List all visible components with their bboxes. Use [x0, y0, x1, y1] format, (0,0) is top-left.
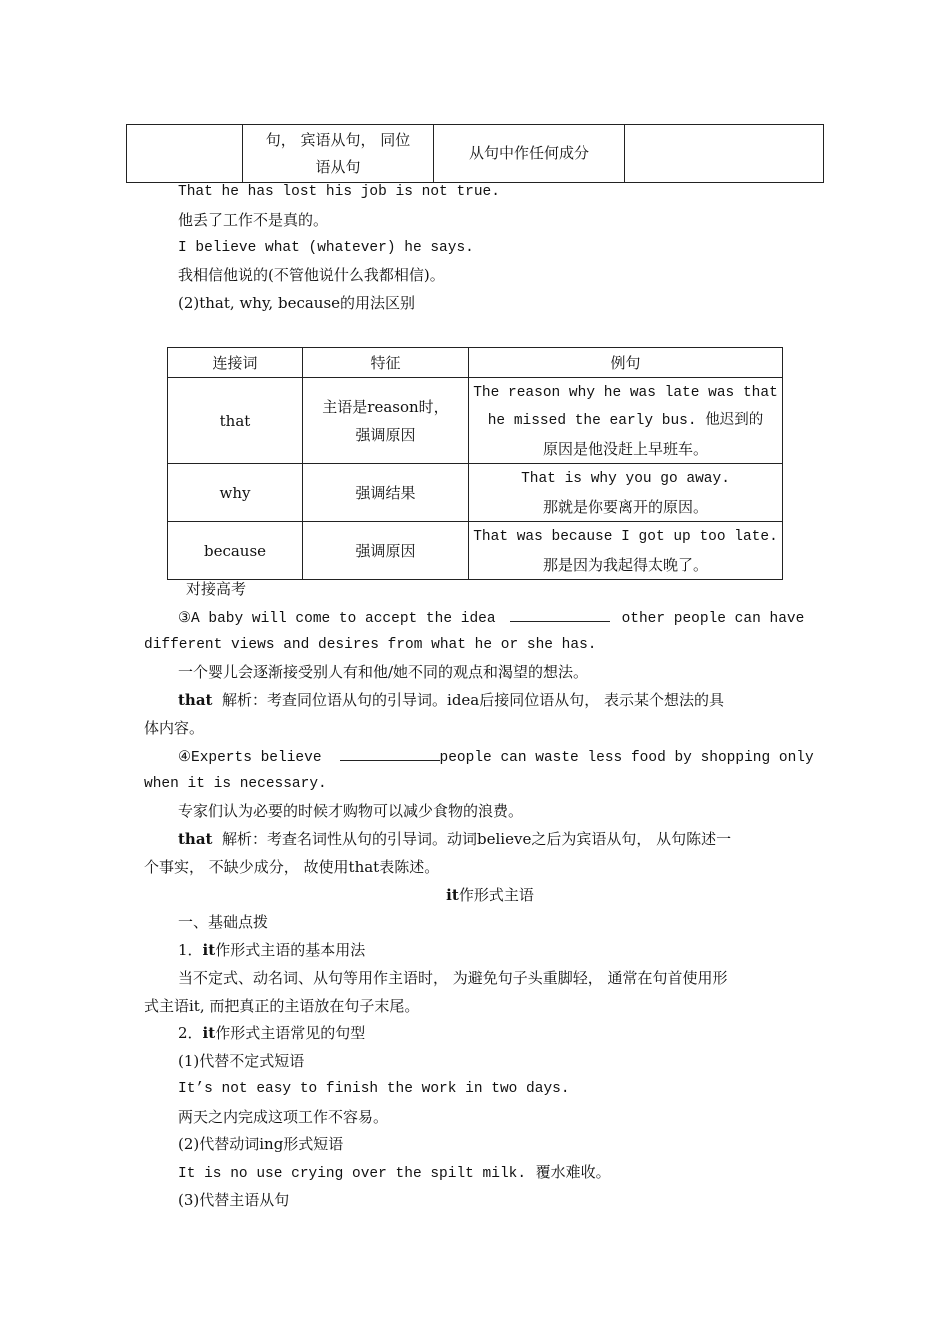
question-4-explanation: that 解析：考查名词性从句的引导词。动词believe之后为宾语从句， 从句陈述一 — [178, 830, 732, 848]
table-cell-example: That was because I got up too late. 那是因为我起得太晚了。 — [469, 522, 783, 580]
table-row — [168, 522, 783, 580]
pattern-1: (1)代替不定式短语 — [178, 1052, 305, 1070]
example-en-2: I believe what (whatever) he says. — [178, 240, 474, 256]
pattern-1-example-zh: 两天之内完成这项工作不容易。 — [178, 1108, 389, 1126]
table-cell-example: That is why you go away. 那就是你要离开的原因。 — [469, 464, 783, 522]
table-row — [168, 378, 783, 464]
table-cell-usage: 句， 宾语从句， 同位 语从句 — [243, 125, 434, 183]
pattern-3: (3)代替主语从句 — [178, 1191, 290, 1209]
table-row — [168, 464, 783, 522]
table-cell-word: because — [168, 522, 303, 580]
point-heading: 一、基础点拨 — [178, 913, 269, 931]
example-zh-1: 他丢了工作不是真的。 — [178, 211, 329, 229]
answer-text: that — [178, 691, 213, 709]
point-1-text: 当不定式、动名词、从句等用作主语时， 为避免句子头重脚轻， 通常在句首使用形 — [178, 969, 728, 987]
table-header: 特征 — [303, 348, 469, 378]
answer-text: that — [178, 830, 213, 848]
example-zh-2: 我相信他说的(不管他说什么我都相信)。 — [178, 266, 445, 284]
table-header: 连接词 — [168, 348, 303, 378]
table-cell-example: The reason why he was late was that he missed the early bus. 他迟到的 原因是他没赶上早班车。 — [469, 378, 783, 464]
question-4-translation: 专家们认为必要的时候才购物可以减少食物的浪费。 — [178, 802, 524, 820]
question-4-line-1: ④Experts believe people can waste less food by shopping only — [178, 746, 814, 768]
example-en-1: That he has lost his job is not true. — [178, 184, 500, 200]
table-cell-feature: 主语是reason时， 强调原因 — [303, 378, 469, 464]
question-3-translation: 一个婴儿会逐渐接受别人有和他/她不同的观点和渴望的想法。 — [178, 663, 589, 681]
question-3-explanation: that 解析：考查同位语从句的引导词。idea后接同位语从句， 表示某个想法的具 — [178, 691, 725, 709]
table-header-row — [168, 348, 783, 378]
pattern-1-example-en: It’s not easy to finish the work in two days. — [178, 1081, 570, 1097]
question-4-line-2: when it is necessary. — [144, 776, 327, 792]
answer-blank — [510, 607, 610, 622]
subsection-heading: (2)that, why, because的用法区别 — [178, 294, 416, 312]
table-cell-feature: 强调原因 — [303, 522, 469, 580]
question-3-line-1: ③A baby will come to accept the idea other people can have — [178, 607, 804, 629]
pattern-2-example: It is no use crying over the spilt milk. 覆水难收。 — [178, 1163, 611, 1182]
table-cell-empty — [127, 125, 243, 183]
comparison-table — [167, 347, 783, 580]
table-cell-empty — [625, 125, 824, 183]
point-1-text-cont: 式主语it, 而把真正的主语放在句子末尾。 — [144, 997, 420, 1015]
table-top — [126, 124, 824, 183]
table-cell-role: 从句中作任何成分 — [434, 125, 625, 183]
table-cell-word: that — [168, 378, 303, 464]
section-title: 对接高考 — [186, 580, 247, 598]
table-header: 例句 — [469, 348, 783, 378]
answer-blank — [340, 746, 440, 761]
point-2-heading: 2．it作形式主语常见的句型 — [178, 1024, 366, 1042]
table-cell-word: why — [168, 464, 303, 522]
section-heading: it作形式主语 — [446, 886, 534, 904]
question-4-explanation-cont: 个事实， 不缺少成分， 故使用that表陈述。 — [144, 858, 440, 876]
table-cell-feature: 强调结果 — [303, 464, 469, 522]
question-3-line-2: different views and desires from what he or she has. — [144, 637, 597, 653]
question-3-explanation-cont: 体内容。 — [144, 719, 205, 737]
point-1-heading: 1．it作形式主语的基本用法 — [178, 941, 366, 959]
pattern-2: (2)代替动词ing形式短语 — [178, 1135, 344, 1153]
